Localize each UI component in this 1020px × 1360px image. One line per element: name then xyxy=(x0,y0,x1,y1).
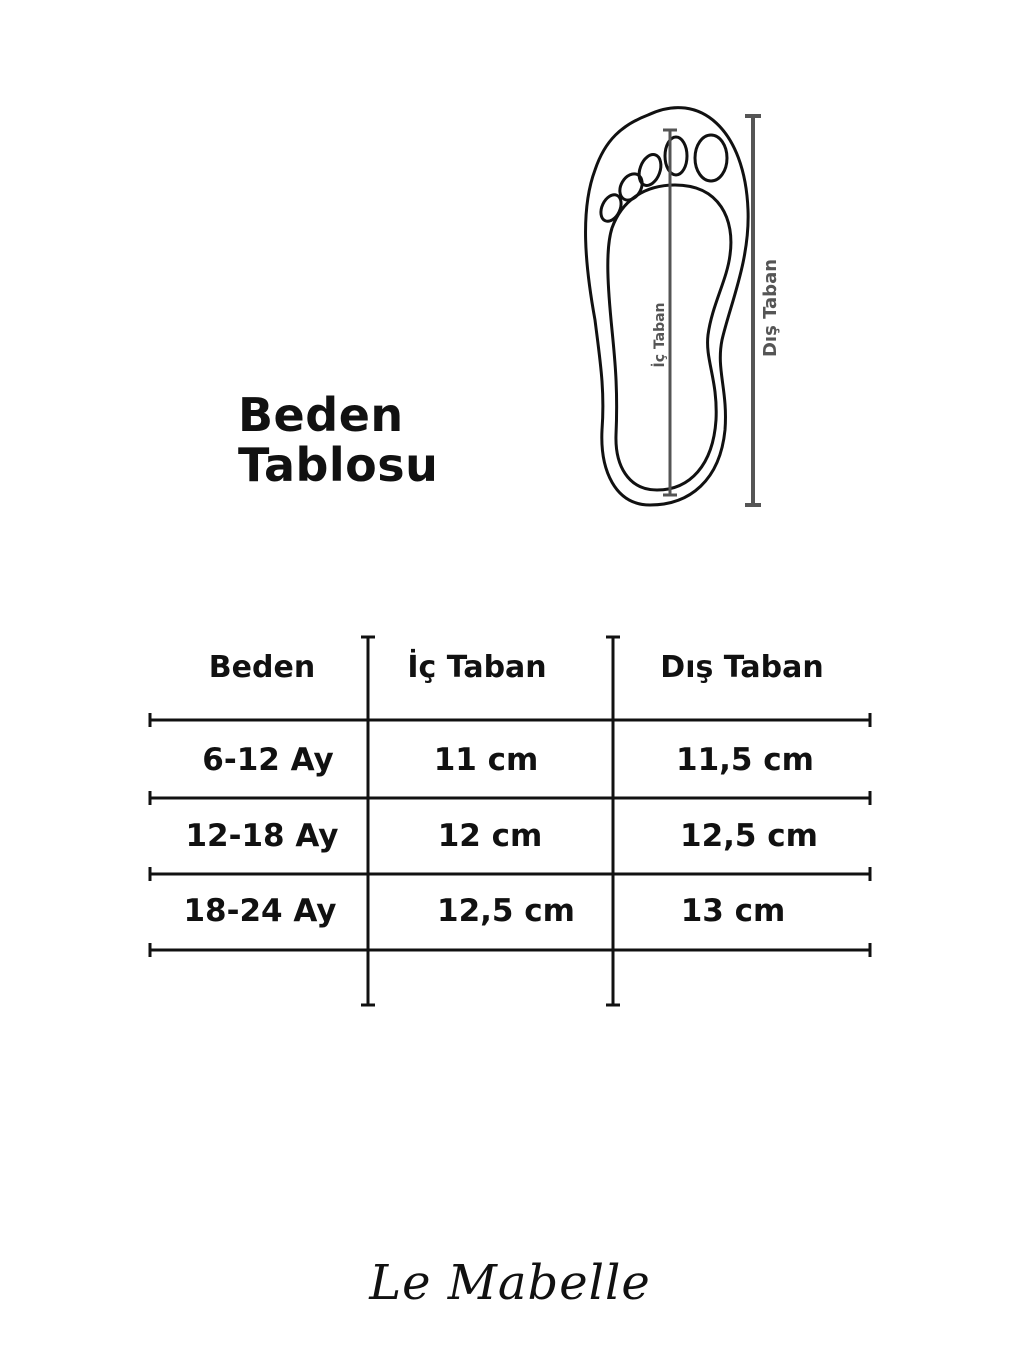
row3-outer: 13 cm xyxy=(680,893,786,929)
title-line-1: Beden xyxy=(238,388,404,442)
title-line-2: Tablosu xyxy=(238,438,439,492)
header-dis-taban: Dış Taban xyxy=(660,650,824,685)
row1-size: 6-12 Ay xyxy=(202,742,334,778)
brand-logo: Le Mabelle xyxy=(369,1255,651,1311)
row3-inner: 12,5 cm xyxy=(437,893,575,929)
row3-size: 18-24 Ay xyxy=(183,893,337,929)
row1-outer: 11,5 cm xyxy=(676,742,814,778)
row2-inner: 12 cm xyxy=(437,818,543,854)
header-beden: Beden xyxy=(208,650,316,685)
inner-measure-label: İç Taban xyxy=(652,302,668,368)
outer-measure-label: Dış Taban xyxy=(760,258,781,358)
header-ic-taban: İç Taban xyxy=(407,650,547,685)
row2-outer: 12,5 cm xyxy=(680,818,818,854)
row1-inner: 11 cm xyxy=(433,742,539,778)
row2-size: 12-18 Ay xyxy=(185,818,339,854)
